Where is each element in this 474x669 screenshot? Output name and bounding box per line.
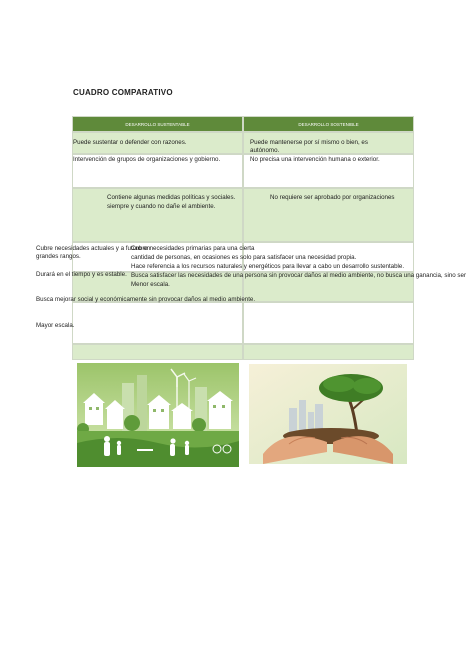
row1-right-text-2: autónomo. bbox=[250, 147, 280, 154]
header-sostenible: DESARROLLO SOSTENIBLE bbox=[243, 116, 414, 132]
document-title: CUADRO COMPARATIVO bbox=[73, 88, 173, 97]
row1-right-text-1: Puede mantenerse por sí mismo o bien, es bbox=[250, 139, 368, 146]
green-city-illustration bbox=[77, 363, 239, 467]
overflow-text-b1: Cubre necesidades primarias para una cierta bbox=[131, 245, 255, 252]
table-row bbox=[72, 302, 414, 344]
overflow-text-d1: Durará en el tiempo y es estable. bbox=[36, 271, 127, 278]
row2-right-text: No precisa una intervención humana o exterior. bbox=[250, 156, 380, 163]
overflow-text-d2: Busca satisfacer las necesidades de una persona sin provocar daños al medio ambiente, no busca una ganancia, sino ser bbox=[131, 272, 467, 279]
overflow-text-a1: Cubre necesidades actuales y a futuro en bbox=[36, 245, 151, 252]
table-header-row bbox=[72, 116, 414, 132]
overflow-text-f1: Busca mejorar social y económicamente sin provocar daños al medio ambiente. bbox=[36, 296, 256, 303]
row2-left-text: Intervención de grupos de organizaciones y gobierno. bbox=[73, 156, 221, 163]
overflow-text-b2: cantidad de personas, en ocasiones es solo para satisfacer una necesidad propia. bbox=[131, 254, 357, 261]
overflow-text-c1: Hace referencia a los recursos naturales y energéticos para llevar a cabo un desarrollo sustentable. bbox=[131, 263, 405, 270]
row1-left-text: Puede sustentar o defender con razones. bbox=[73, 139, 187, 146]
row3-left-text-1: Contiene algunas medidas políticas y sociales. bbox=[107, 194, 236, 201]
header-sustentable: DESARROLLO SUSTENTABLE bbox=[72, 116, 243, 132]
table-row bbox=[72, 344, 414, 360]
row3-left-text-2: siempre y cuando no dañe el ambiente. bbox=[107, 203, 216, 210]
row3-right-text: No requiere ser aprobado por organizaciones bbox=[270, 194, 395, 201]
overflow-text-a2: grandes rangos. bbox=[36, 253, 81, 260]
tree-in-hands-icon bbox=[249, 364, 407, 464]
overflow-text-g1: Mayor escala. bbox=[36, 322, 75, 329]
hands-holding-tree-photo bbox=[249, 364, 407, 464]
green-city-icon bbox=[77, 363, 239, 467]
overflow-text-e1: Menor escala. bbox=[131, 281, 170, 288]
